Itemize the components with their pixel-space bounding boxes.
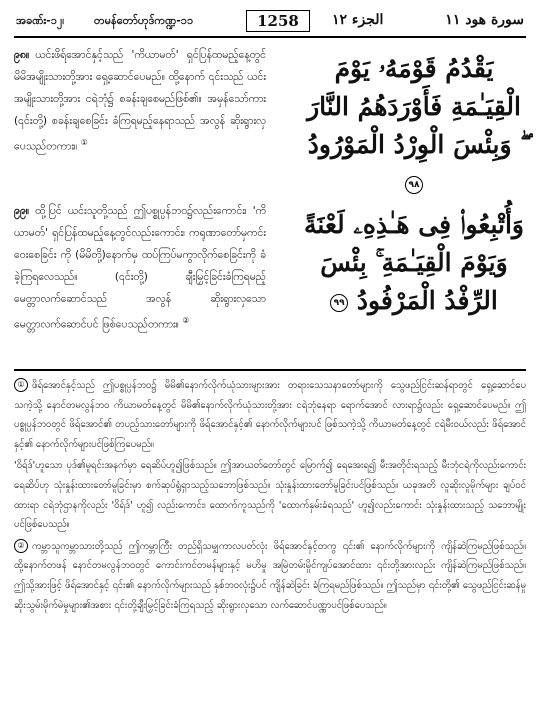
page-number-box: 1258 (246, 10, 310, 32)
footnote-paragraph (14, 376, 526, 454)
footnote-divider (14, 369, 526, 371)
juz-label: الجزء ١٢ (332, 12, 384, 28)
ayah-number-marker: ٩٨ (405, 176, 423, 194)
ayah-number-marker: ٩٩ (330, 294, 348, 312)
arabic-text: وَأُتْبِعُوا۟ فِى هَـٰذِهِۦ لَعْنَةً وَيَوْمَ الْقِيَـٰمَةِ ۚ بِئْسَ الرِّفْدُ الْمَرْفُودُ (304, 210, 524, 315)
verse-text: ထို့ပြင် ယင်းသူတို့သည် ဤပစ္စုပ္ပန်ဘဝ၌လည်းကောင်း၊ 'ကိယာမတ်' ရှင်ပြန်ထမည့်နေ့တွင်လည်းကောင်း၊ ကရုဏာတော်မှကင်းဝေးစေခြင်း ကို (မိမိတို့)နောက်မှ ထပ်ကြပ်မကွာလိုက်စေခြင်းကို ခံခဲ့ကြရလေသည်။ (၎င်းတို့) ချီးမြှင့်ခြင်းခံကြရမည့် မေတ္တာလက်ဆောင်သည် အလွန် ဆိုးရွားလှသော မေတ္တာလက်ဆောင်ပင် ဖြစ်ပေသည်တကား။ (14, 205, 266, 331)
verse-block (14, 44, 526, 204)
verse-translation (14, 200, 266, 336)
verse-translation (14, 44, 266, 158)
verse-text: ယင်းဖိရ်အောင်နှင့်သည် 'ကိယာမတ်' ရှင်ပြန်ထမည့်နေ့တွင် မိမိအမျိုးသားတို့အား ရှေ့ဆောင်ပေမည်။ ထို့နောက် ၎င်းသည် ယင်းအမျိုးသားတို့အား ငရဲဘုံ၌ စခန်းချစေမည်ဖြစ်၏။ အမှန်သော်ကား (၎င်းတို့) စခန်းချစေခြင်း ခံကြရမည့်နေရာသည် အလွန် ဆိုးရွားလှပေသည်တကား။ (14, 49, 266, 153)
arabic-text: يَقْدُمُ قَوْمَهُۥ يَوْمَ الْقِيَـٰمَةِ فَأَوْرَدَهُمُ النَّارَ ۖ وَبِئْسَ الْوِرْدُ الْمَوْرُودُ (307, 54, 521, 159)
verse-number: ၉၈။ (14, 49, 30, 61)
footnotes-section (14, 376, 526, 617)
footnote-marker: ① (14, 378, 28, 392)
page-header (14, 10, 526, 34)
footnote-marker: ② (14, 539, 28, 553)
chapter-label: အခဏ်း-၁၂၊ (16, 14, 65, 27)
footnote-ref: ② (182, 316, 190, 325)
footnote-text: ဖိရ်အောင်နှင့်သည် ဤပစ္စုပ္ပန်ဘဝ၌ မိမိ၏နောက်လိုက်ယုံသားများအား တရားသေသနာတော်များကို သွေဖည်ငြင်းဆန်ရာတွင် ရှေ့ဆောင်ပေသကဲ့သို့ နောင်တမလွန်ဘဝ ကိယာမတ်နေ့တွင် မိမိ၏နောက်လိုက်ယုံသားတို့အား ငရဲဘုံနေရာ ရောက်အောင် လားရာ၌လည်း ရှေ့ဆောင်ပေမည်။ ဤပစ္စုပ္ပန်ဘဝတွင် ဖိရ်အောင်၏ တပည့်သားတော်များကို ဖိရ်အောင်နှင့်၏ နောက်လိုက်များပင် ဖြစ်သကဲ့သို့ ကိယာမတ်နေ့တွင် ငရဲမီးဝယ်လည်း ဖိရ်အောင်နှင့်၏ နောက်လိုက်များပင်ဖြစ်ကြပေမည်။ (14, 380, 526, 450)
footnote-paragraph (14, 456, 526, 534)
section-title: တမန်တော်ဟုဒ်ကဏ္ဍ-၁၁ (94, 14, 194, 27)
header-divider (14, 36, 526, 38)
footnote-text: 'ဝိရ်ဒ်'ဟူသော ပုဒ်၏မူရင်းအနက်မှာ ရေဆိပ်ဟူ၍ဖြစ်သည်။ ဤအာယတ်တော်တွင် မြောက်၍ ရေအေးရ၍ မီးအတိုင်းရသည့် မီးဘုံငရဲကိုလည်းကောင်း ရေဆိပ်ဟု သုံးနှုန်းထားတော်မူခြင်းမှာ စက်ဆုပ်ရွံရှာသည့်သဘောဖြစ်သည်။ သုံးနှုန်းထားတော်မူခြင်းပင်ဖြစ်သည်။ ယခုအတိ လူဆိုးလူမိုက်များ ချပ်ဝင်ထားရာ ငရဲဘုံဌာနကိုလည်း 'ဝိရ်ဒ်' ဟူ၍ လည်းကောင်း၊ ထောက်ကူသည်ကို 'ထောက်နှမ်းခံရသည်' ဟူ၍လည်းကောင်း သုံးနှုန်းထားသည့် သဘောမျိုးပင်ဖြစ်ပေသည်။ (14, 460, 526, 531)
footnote-text: ကမ္ဘာသူကမ္ဘာသားတို့သည် ဤကမ္ဘာကြီး တည်ရှိသမျှကာလပတ်လုံး ဖိရ်အောင်နှင့်တကွ ၎င်း၏ နောက်လိုက်များကို ကျိန်ဆဲကြမည်ဖြစ်သည်။ ထို့နောက်တဖန် နောင်တမလွန်ဘဝတွင် ကောင်းကင်တမန်များနှင့် မဟိမှု အမြဲတမ်းမှိုင်ကျပ်အောင်ထား ၎င်းတို့အားလည်း ကျိန်ဆဲကြမည်ဖြစ်သည်။ ဤသို့အားဖြင့် ဖိရ်အောင်နှင့် ၎င်း၏ နောက်လိုက်များသည် နှစ်ဘဝလုံး၌ပင် ကျိန်ဆဲခြင်း ခံကြရမည်ဖြစ်သည်။ ဤသည်မှာ ၎င်းတို့၏ သွေဖည်ငြင်းဆန်မှု ဆိုးသွမ်းမိုက်မဲမှုများ၏အစား ၎င်းတို့ချီးမြှင့်ခြင်းခံကြရသည့် ဆိုးရွားလှသော လက်ဆောင်ပဏ္ဏာပင်ဖြစ်ပေသည်။ (14, 540, 526, 611)
footnote-paragraph (14, 537, 526, 615)
surah-label: سورة هود ١١ (445, 12, 524, 28)
arabic-verse (304, 206, 524, 320)
verse-block (14, 200, 526, 365)
footnote-ref: ① (80, 138, 88, 147)
arabic-verse (304, 50, 524, 202)
verse-number: ၉၉။ (14, 205, 30, 217)
